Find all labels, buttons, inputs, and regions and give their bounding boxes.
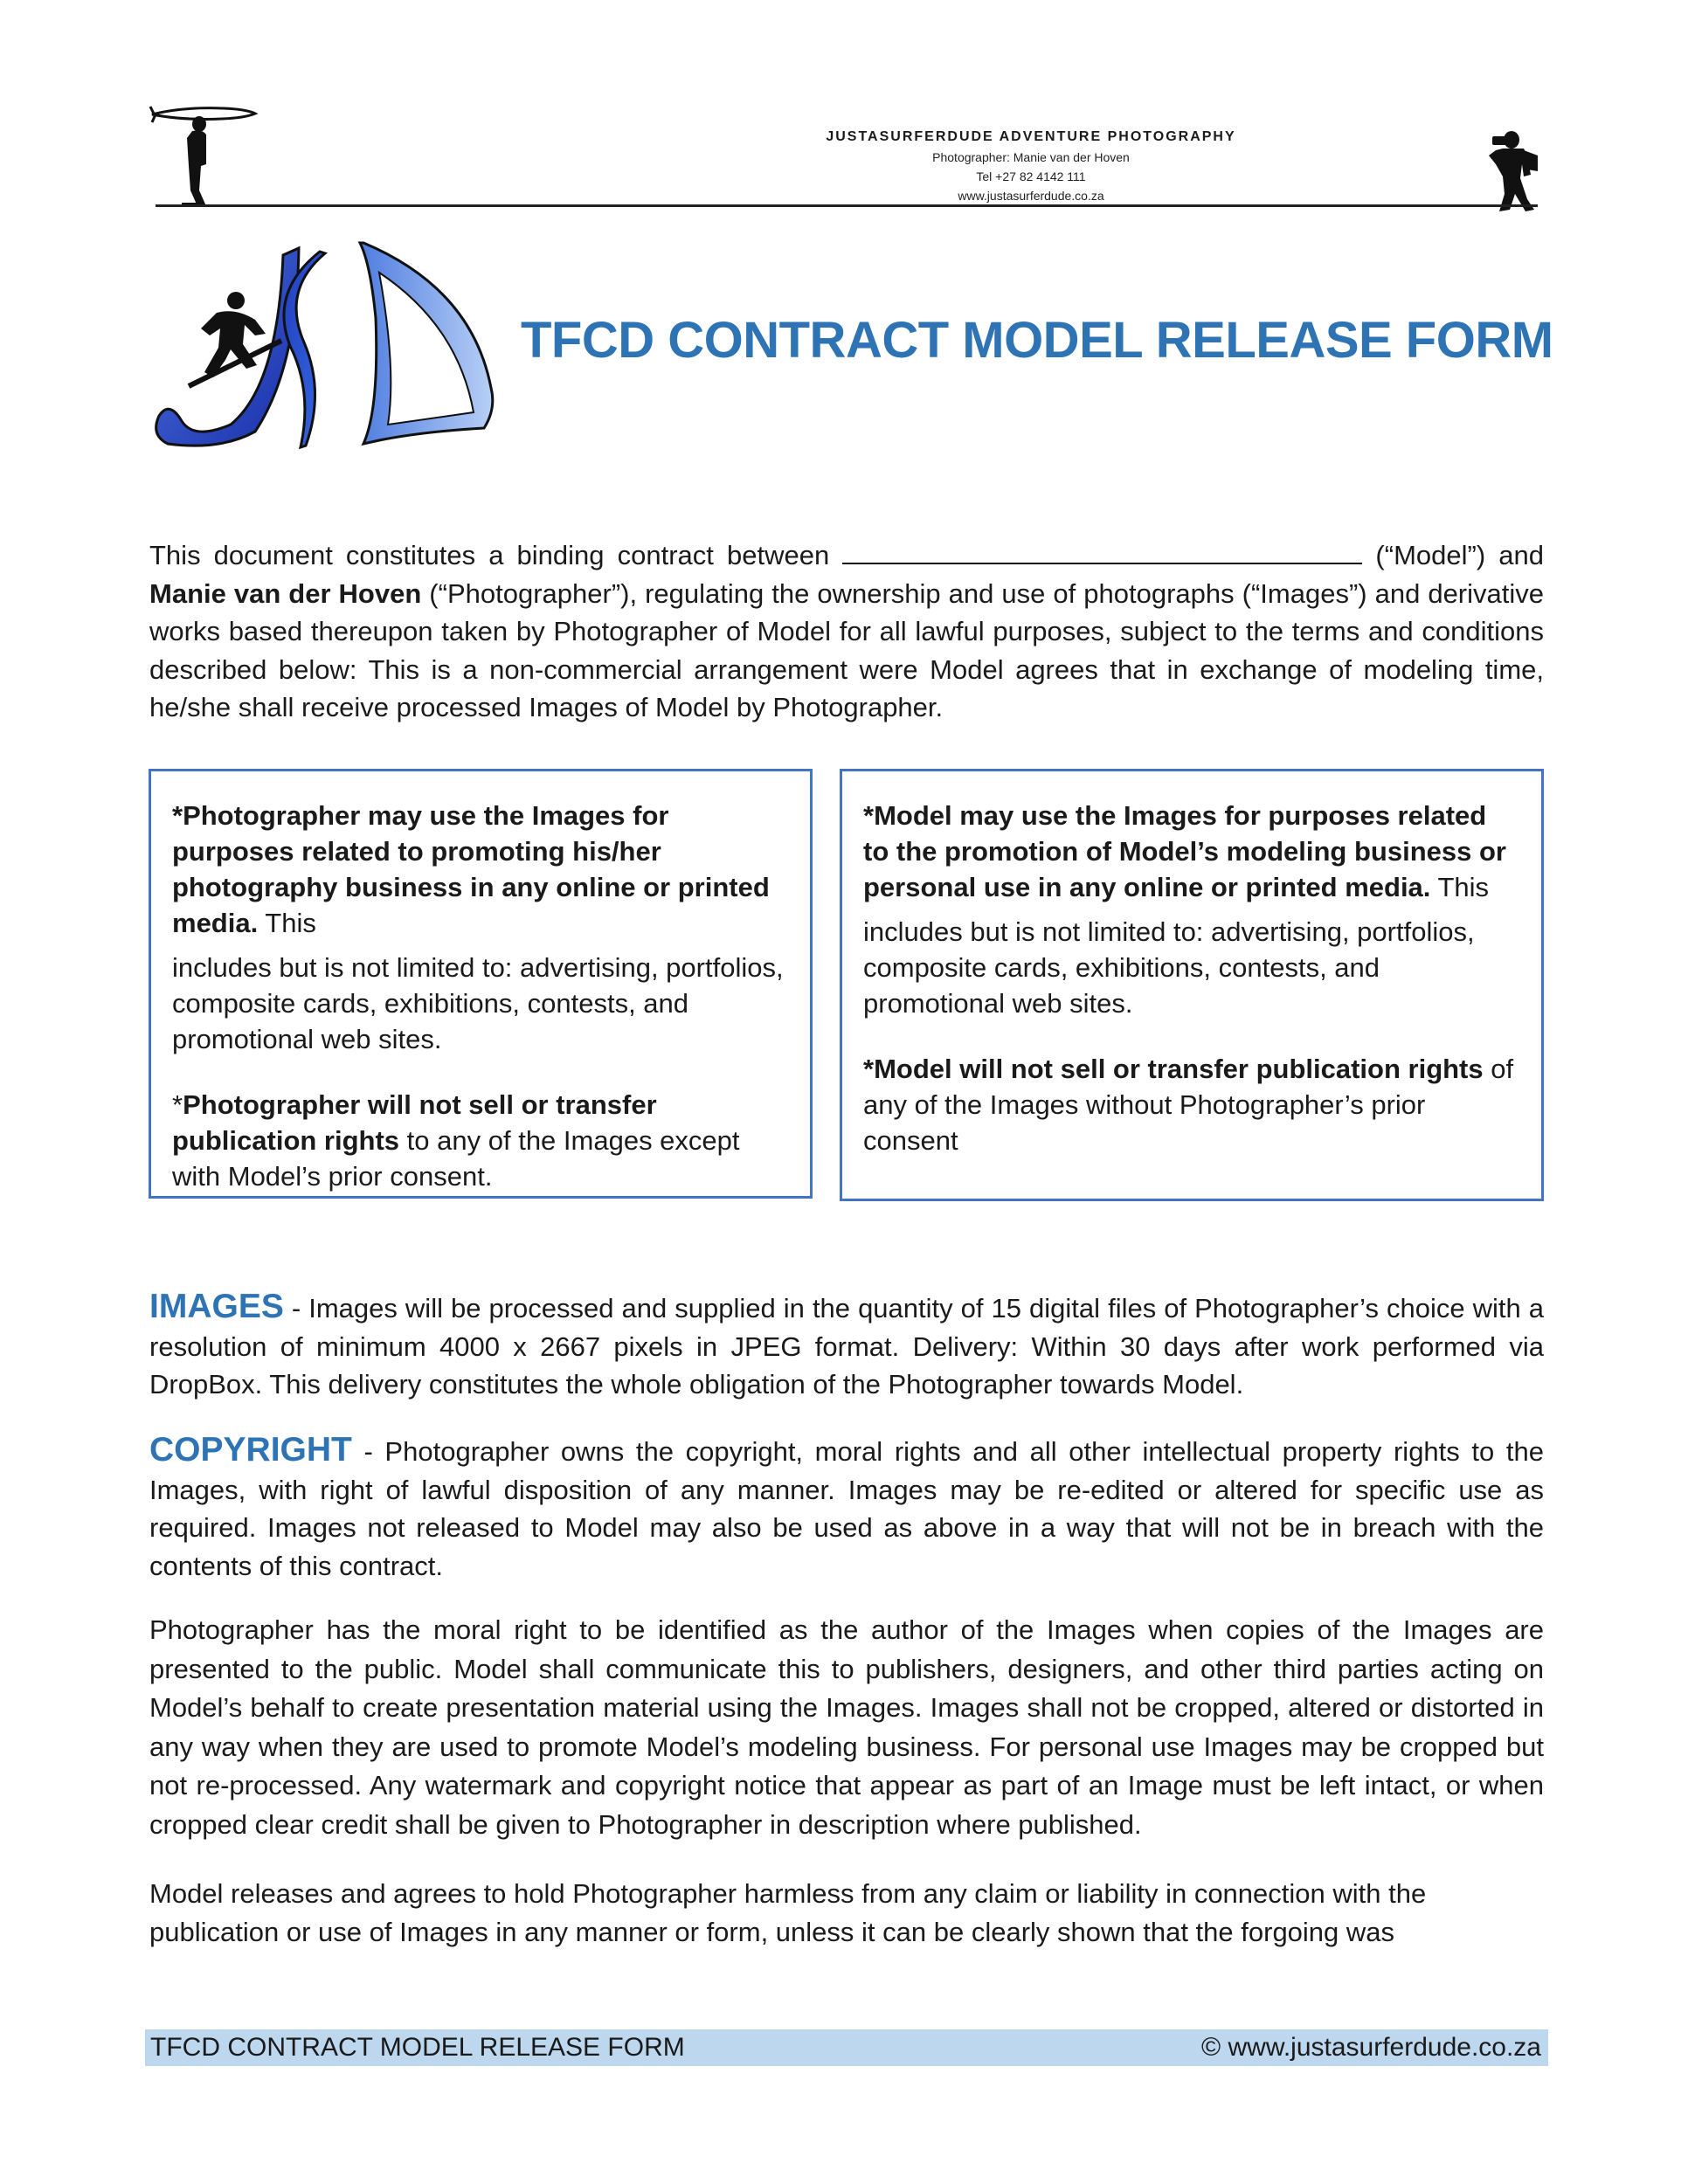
page-footer [145,2029,1548,2066]
images-heading: IMAGES [149,1288,284,1325]
intro-text-model: (“Model”) and [1362,540,1544,570]
model-box-bold-2: *Model will not sell or transfer publication rights [863,1054,1484,1084]
copyright-heading: COPYRIGHT [149,1431,352,1469]
letterhead-tel: Tel +27 82 4142 111 [976,169,1086,183]
copyright-text: - Photographer owns the copyright, moral rights and all other intellectual property rights to the Images, with right of lawful disposition of any manner. Images may be re-edited or altered for specific use as required. Images not released to Model may also be used as above in a way that will not be in breach with the contents of this contract. [149,1436,1544,1581]
release-paragraph: Model releases and agrees to hold Photographer harmless from any claim or liability in connection with the publication or use of Images in any manner or form, unless it can be clearly shown that the forgoing was [149,1878,1427,1947]
model-name-blank[interactable] [842,540,1362,564]
moral-rights-paragraph: Photographer has the moral right to be identified as the author of the Images when copies of the Images are presented to the public. Model shall communicate this to publishers, designers, and other third parties acting on Model’s behalf to create presentation material using the Images. Images shall not be cropped, altered or distorted in any way when they are used to promote Model’s modeling business. For personal use Images may be cropped but not re-processed. Any watermark and copyright notice that appear as part of an Image must be left intact, or when cropped clear credit shall be given to Photographer in description where published. [149,1614,1544,1840]
page-title: TFCD CONTRACT MODEL RELEASE FORM [521,312,1553,369]
photographer-box-text-2: includes but is not limited to: advertising, portfolios, composite cards, exhibitions, contests, and promotional web sites. [172,952,784,1054]
intro-paragraph [149,536,1544,727]
photographer-box-star: * [172,1089,183,1120]
letterhead-rule [156,204,1538,207]
intro-text-start: This document constitutes a binding contract between [149,540,843,570]
footer-title: TFCD CONTRACT MODEL RELEASE FORM [150,2033,685,2062]
photographer-box-bold-2: Photographer will not sell or transfer publication rights [172,1089,657,1156]
letterhead-website: www.justasurferdude.co.za [958,189,1104,203]
model-box-text-2: includes but is not limited to: advertising, portfolios, composite cards, exhibitions, contests, and promotional web sites. [863,916,1475,1019]
model-box-text-3: of any of the Images without Photographer’s prior consent [863,1054,1514,1156]
images-text: - Images will be processed and supplied in the quantity of 15 digital files of Photographer’s choice with a resolution of minimum 4000 x 2667 pixels in JPEG format. Delivery: Within 30 days after work performed via DropBox. This delivery constitutes the whole obligation of the Photographer towards Model. [149,1293,1544,1400]
images-section [149,1288,1544,1404]
model-box-bold-1: *Model may use the Images for purposes related to the promotion of Model’s modeling business or personal use in any online or printed media. [863,800,1506,902]
photographer-box-text-1: This [258,908,316,938]
letterhead-photographer: Photographer: Manie van der Hoven [932,150,1130,164]
jsd-logo [150,238,500,453]
photographer-rights-box [149,769,813,1199]
photographer-silhouette-icon [1477,129,1545,213]
photographer-name: Manie van der Hoven [149,577,422,609]
footer-website: © www.justasurferdude.co.za [1201,2033,1541,2062]
copyright-section [149,1431,1544,1585]
photographer-box-bold-1: *Photographer may use the Images for purposes related to promoting his/her photography business in any online or printed media. [172,800,770,938]
photographer-box-text-3: to any of the Images except with Model’s prior consent. [172,1125,740,1192]
model-rights-box [840,769,1544,1201]
model-box-text-1: This [1430,872,1490,902]
intro-text-rest: (“Photographer”), regulating the ownership and use of photographs (“Images”) and derivative works based thereupon taken by Photographer of Model for all lawful purposes, subject to the terms and conditions described below: This is a non-commercial arrangement were Model agrees that in exchange of modeling time, he/she shall receive processed Images of Model by Photographer. [149,577,1545,722]
letterhead-company: JUSTASURFERDUDE ADVENTURE PHOTOGRAPHY [826,129,1236,144]
